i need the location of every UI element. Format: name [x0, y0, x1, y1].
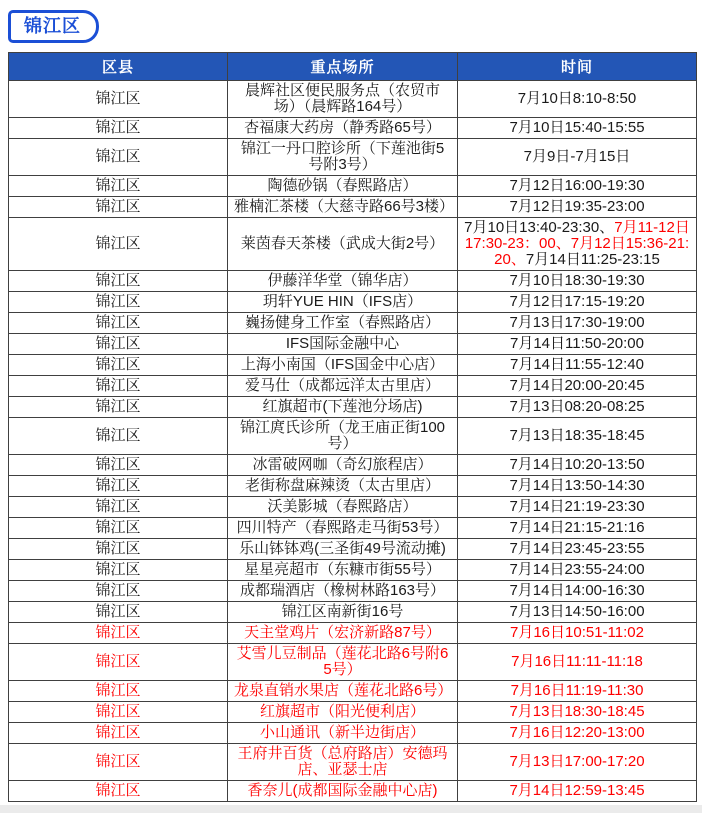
place-cell: 王府井百货（总府路店）安德玛店、亚瑟士店: [228, 744, 458, 781]
place-cell: 成都瑞酒店（橡树林路163号）: [228, 581, 458, 602]
time-cell: 7月16日12:20-13:00: [458, 723, 697, 744]
place-cell: 锦江一丹口腔诊所（下莲池街5号附3号）: [228, 139, 458, 176]
district-badge: [8, 10, 99, 43]
time-cell: 7月14日12:59-13:45: [458, 781, 697, 802]
table-row: [9, 723, 697, 744]
venues-table: [8, 52, 697, 802]
time-segment: 7月10日13:40-23:30、: [464, 219, 615, 236]
time-cell: 7月16日10:51-11:02: [458, 623, 697, 644]
time-cell: 7月12日17:15-19:20: [458, 292, 697, 313]
table-row: [9, 271, 697, 292]
table-header-row: [9, 53, 697, 81]
district-cell: 锦江区: [9, 418, 228, 455]
place-cell: 沃美影城（春熙路店）: [228, 497, 458, 518]
district-cell: 锦江区: [9, 581, 228, 602]
time-cell: 7月14日11:55-12:40: [458, 355, 697, 376]
table-row: [9, 397, 697, 418]
time-cell: 7月14日13:50-14:30: [458, 476, 697, 497]
place-cell: 陶德砂锅（春熙路店）: [228, 176, 458, 197]
table-row: [9, 560, 697, 581]
time-cell: 7月10日18:30-19:30: [458, 271, 697, 292]
place-cell: 红旗超市（阳光便利店）: [228, 702, 458, 723]
time-cell: 7月13日14:50-16:00: [458, 602, 697, 623]
district-cell: 锦江区: [9, 744, 228, 781]
place-cell: 晨辉社区便民服务点（农贸市场）（晨辉路164号）: [228, 81, 458, 118]
place-cell: 雅楠汇茶楼（大慈寺路66号3楼）: [228, 197, 458, 218]
table-row: [9, 418, 697, 455]
table-row: [9, 292, 697, 313]
table-row: [9, 376, 697, 397]
time-cell: 7月14日21:19-23:30: [458, 497, 697, 518]
time-cell: 7月13日17:00-17:20: [458, 744, 697, 781]
table-row: [9, 497, 697, 518]
table-row: [9, 218, 697, 271]
district-cell: 锦江区: [9, 271, 228, 292]
place-cell: 四川特产（春熙路走马街53号）: [228, 518, 458, 539]
time-cell: 7月9日-7月15日: [458, 139, 697, 176]
place-cell: 爱马仕（成都远洋太古里店）: [228, 376, 458, 397]
time-cell: 7月14日21:15-21:16: [458, 518, 697, 539]
district-cell: 锦江区: [9, 644, 228, 681]
table-row: [9, 644, 697, 681]
col-header-district: 区县: [9, 53, 228, 81]
table-row: [9, 681, 697, 702]
table-row: [9, 139, 697, 176]
venues-table-body: [9, 81, 697, 802]
place-cell: 伊藤洋华堂（锦华店）: [228, 271, 458, 292]
time-cell: 7月14日23:45-23:55: [458, 539, 697, 560]
time-cell: 7月13日08:20-08:25: [458, 397, 697, 418]
time-cell: 7月13日18:30-18:45: [458, 702, 697, 723]
table-row: [9, 176, 697, 197]
district-cell: 锦江区: [9, 518, 228, 539]
time-cell: 7月14日10:20-13:50: [458, 455, 697, 476]
district-cell: 锦江区: [9, 292, 228, 313]
table-row: [9, 581, 697, 602]
district-cell: 锦江区: [9, 118, 228, 139]
time-cell: 7月12日19:35-23:00: [458, 197, 697, 218]
district-cell: 锦江区: [9, 355, 228, 376]
table-row: [9, 355, 697, 376]
table-row: [9, 623, 697, 644]
table-row: [9, 313, 697, 334]
place-cell: 艾雪儿豆制品（莲花北路6号附65号）: [228, 644, 458, 681]
table-row: [9, 476, 697, 497]
district-cell: 锦江区: [9, 397, 228, 418]
time-cell: 7月14日14:00-16:30: [458, 581, 697, 602]
district-cell: 锦江区: [9, 539, 228, 560]
table-row: [9, 539, 697, 560]
place-cell: 香奈儿(成都国际金融中心店): [228, 781, 458, 802]
time-cell: 7月10日15:40-15:55: [458, 118, 697, 139]
place-cell: 巍扬健身工作室（春熙路店）: [228, 313, 458, 334]
place-cell: 老街称盘麻辣烫（太古里店）: [228, 476, 458, 497]
time-cell: 7月10日8:10-8:50: [458, 81, 697, 118]
district-cell: 锦江区: [9, 723, 228, 744]
time-cell: 7月16日11:11-11:18: [458, 644, 697, 681]
district-cell: 锦江区: [9, 218, 228, 271]
table-row: [9, 602, 697, 623]
time-cell: 7月14日23:55-24:00: [458, 560, 697, 581]
place-cell: 星星亮超市（东糠市街55号）: [228, 560, 458, 581]
table-row: [9, 118, 697, 139]
district-cell: 锦江区: [9, 702, 228, 723]
time-segment: 7月11-12日17:30-23：00、7月12日15:36-21:20、: [464, 219, 690, 268]
table-row: [9, 744, 697, 781]
time-cell: 7月14日11:50-20:00: [458, 334, 697, 355]
district-cell: 锦江区: [9, 497, 228, 518]
district-cell: 锦江区: [9, 681, 228, 702]
place-cell: 乐山钵钵鸡(三圣街49号流动摊): [228, 539, 458, 560]
table-row: [9, 702, 697, 723]
time-cell: 7月13日17:30-19:00: [458, 313, 697, 334]
table-row: [9, 334, 697, 355]
district-cell: 锦江区: [9, 560, 228, 581]
table-row: [9, 518, 697, 539]
footer-bar: [0, 805, 702, 813]
time-cell: 7月13日18:35-18:45: [458, 418, 697, 455]
time-segment: 7月14日11:25-23:15: [525, 251, 660, 268]
table-row: [9, 81, 697, 118]
place-cell: 杏福康大药房（静秀路65号）: [228, 118, 458, 139]
district-cell: 锦江区: [9, 139, 228, 176]
place-cell: 上海小南国（IFS国金中心店）: [228, 355, 458, 376]
district-cell: 锦江区: [9, 781, 228, 802]
place-cell: 龙泉直销水果店（莲花北路6号）: [228, 681, 458, 702]
table-row: [9, 455, 697, 476]
place-cell: 红旗超市(下莲池分场店): [228, 397, 458, 418]
place-cell: 锦江区南新街16号: [228, 602, 458, 623]
district-cell: 锦江区: [9, 476, 228, 497]
place-cell: 锦江庹氏诊所（龙王庙正街100号）: [228, 418, 458, 455]
district-cell: 锦江区: [9, 197, 228, 218]
time-cell: [458, 218, 697, 271]
district-cell: 锦江区: [9, 81, 228, 118]
place-cell: IFS国际金融中心: [228, 334, 458, 355]
place-cell: 冰雷破网咖（奇幻旅程店）: [228, 455, 458, 476]
district-cell: 锦江区: [9, 602, 228, 623]
col-header-time: 时间: [458, 53, 697, 81]
district-cell: 锦江区: [9, 376, 228, 397]
district-cell: 锦江区: [9, 623, 228, 644]
district-cell: 锦江区: [9, 455, 228, 476]
place-cell: 小山通讯（新半边街店）: [228, 723, 458, 744]
time-cell: 7月14日20:00-20:45: [458, 376, 697, 397]
district-cell: 锦江区: [9, 334, 228, 355]
district-badge-label: 锦江区: [24, 16, 81, 36]
district-cell: 锦江区: [9, 176, 228, 197]
district-cell: 锦江区: [9, 313, 228, 334]
place-cell: 莱茵春天茶楼（武成大街2号）: [228, 218, 458, 271]
table-row: [9, 197, 697, 218]
time-cell: 7月12日16:00-19:30: [458, 176, 697, 197]
place-cell: 玥轩YUE HIN（IFS店）: [228, 292, 458, 313]
table-row: [9, 781, 697, 802]
place-cell: 天主堂鸡片（宏济新路87号）: [228, 623, 458, 644]
col-header-place: 重点场所: [228, 53, 458, 81]
time-cell: 7月16日11:19-11:30: [458, 681, 697, 702]
